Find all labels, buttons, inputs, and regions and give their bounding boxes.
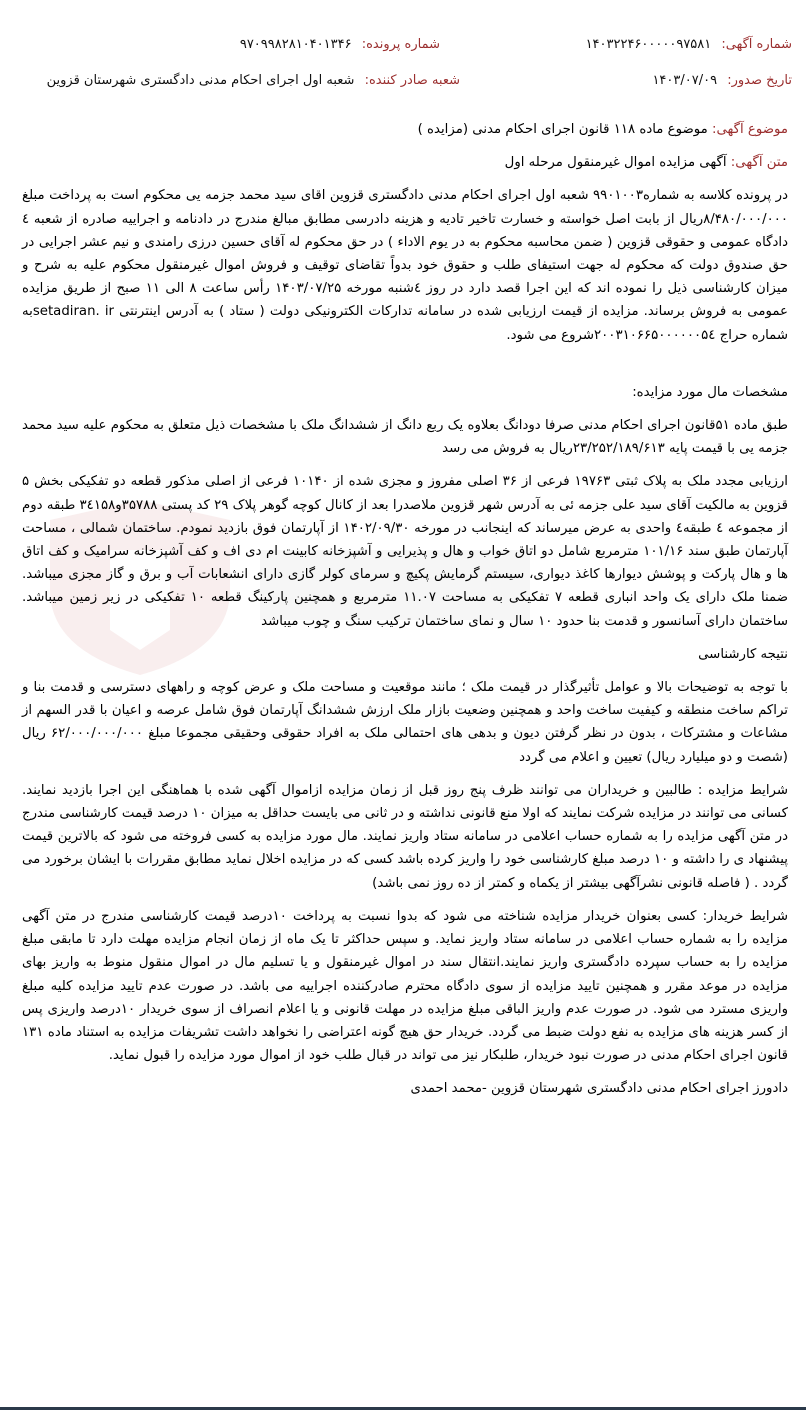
notice-text-value: آگهی مزایده اموال غیرمنقول مرحله اول xyxy=(504,155,727,171)
issuing-branch-label: شعبه صادر کننده: xyxy=(364,73,460,88)
buyer-terms-paragraph: شرایط خریدار: کسی بعنوان خریدار مزایده شناخته می شود که بدوا نسبت به پرداخت ۱۰درصد قیمت کارشناسی مندرج در متن آگهی مزایده را به شماره حساب اعلامی در سامانه ستاد واریز نماید. و سپس حداکثر تا یک ماه از زمان انجام مزایده مهلت دارد تا مابقی مبلغ مزایده را به حساب سپرده دادگستری واریز نمایند.انتقال سند در اموال غیرمنقول و یا تسلیم مال در اموال منقول منوط به واریز بهای مزایده در موعد مقرر و همچنین تایید مزایده از سوی دادگاه محترم صادرکننده اجراییه می باشد. در صورت عدم تایید مزایده کلیه مبلغ واریزی مسترد می شود. در صورت عدم واریز الباقی مبلغ مزایده در مهلت قانونی و یا اعلام انصراف از سوی خریدار ۱۰درصد واریزی پس از کسر هزینه های مزایده به نفع دولت ضبط می گردد. خریدار حق هیچ گونه اعتراضی را نخواهد داشت تشریفات مزایده به استناد ماده ۱۳۱ قانون اجرای احکام مدنی در صورت نبود خریدار، طلبکار نیز می تواند در قبال طلب خود از اموال مورد مزایده را قبول نماید. xyxy=(22,908,789,1064)
specs-title: مشخصات مال مورد مزایده: xyxy=(632,384,788,400)
case-number-label: شماره پرونده: xyxy=(361,37,440,52)
auction-terms-paragraph: شرایط مزایده : طالبین و خریداران می توانند ظرف پنج روز قبل از زمان مزایده ازاموال آگهی شده با هماهنگی این اجرا بازدید نمایند. کسانی می توانند در مزایده شرکت نمایند که اولا منع قانونی نداشته و در ثانی می بایست حداقل به میزان ۱۰ درصد قیمت کارشناسی مندرج در متن آگهی مزایده را به شماره حساب اعلامی در سامانه ستاد واریز نمایند. مال مورد مزایده به کسی فروخته می شود که بالاترین قیمت پیشنهاد ی را داشته و ۱۰ درصد مبلغ کارشناسی خود را واریز کرده باشد کسی که در مزایده اخلال نماید مطابق مقررات با ایشان برخورد می گردد . ( فاصله قانونی نشرآگهی بیشتر از یکماه و کمتر از ده روز نمی باشد) xyxy=(22,782,789,891)
notice-number-label: شماره آگهی: xyxy=(721,37,792,52)
article51-paragraph: طبق ماده ۵۱قانون اجرای احکام مدنی صرفا دودانگ بعلاوه یک ربع دانگ از ششدانگ ملک با مشخصات ذیل متعلق به محکوم علیه سید محمد جزمه یی با قیمت پایه ۲۳/۲۵۲/۱۸۹/۶۱۳ریال به فروش می رسد xyxy=(22,418,788,457)
signature: دادورز اجرای احکام مدنی دادگستری شهرستان قزوین -محمد احمدی xyxy=(410,1081,788,1097)
issuing-branch: شعبه اول اجرای احکام مدنی دادگستری شهرستان قزوین xyxy=(46,73,355,88)
case-number-row xyxy=(240,37,440,52)
notice-content xyxy=(22,118,788,1101)
subject-label: موضوع آگهی: xyxy=(711,122,788,137)
notice-number-row xyxy=(586,37,792,52)
expert-title: نتیجه کارشناسی xyxy=(698,646,788,662)
expert-result-paragraph: با توجه به توضیحات بالا و عوامل تأثیرگذار در قیمت ملک ؛ مانند موقعیت و مساحت ملک و عرض کوچه و راههای دسترسی و قدمت بنا و تراکم ساخت منطقه و کیفیت ساخت واحد و همچنین وضعیت بازار ملک ارزش ششدانگ آپارتمان فوق شامل عرصه و اعیان با قدر السهم از مشاعات و مشترکات ، بدون در نظر گرفتن دیون و بدهی های احتمالی ملک به افراد حقوقی وحقیقی مجموعا مبلغ ۶۲/۰۰۰/۰۰۰/۰۰۰ ریال (شصت و دو میلیارد ریال) تعیین و اعلام می گردد xyxy=(22,680,788,765)
bottom-divider xyxy=(0,1407,806,1410)
issue-date-label: تاریخ صدور: xyxy=(727,73,792,88)
subject-line xyxy=(22,118,788,141)
case-number: ۹۷۰۹۹۸۲۸۱۰۴۰۱۳۴۶ xyxy=(239,37,352,52)
subject-value: موضوع ماده ۱۱۸ قانون اجرای احکام مدنی (مزایده ) xyxy=(417,122,708,137)
issuing-branch-row xyxy=(47,73,460,88)
appraisal-paragraph: ارزیابی مجدد ملک به پلاک ثبتی ۱۹۷۶۳ فرعی از ۳۶ اصلی مفروز و مجزی شده از ۱۰۱۴۰ فرعی از اصلی مذکور قطعه دو تفکیکی بخش ۵ قزوین به مالکیت آقای سید علی جزمه ئی به آدرس شهر قزوین ملاصدرا بعد از کانال کوچه گوهر پلاک ۲۹ کد پستی ۳۵۷۸۸و۳٤۱۵۸ طبقه دوم از مجموعه ٤ طبقه٤ واحدی به عرض میرساند که اینجانب در مورخه ۱۴۰۲/۰۹/۳۰ از آپارتمان فوق بازدید نمودم. ساختمان شمالی ، مساحت آپارتمان طبق سند ۱۰۱/۱۶ مترمربع شامل دو اتاق خواب و هال و پذیرایی و آشپزخانه کابینت ام دی اف و کف آشپزخانه سرامیک و کف اتاق ها و هال پارکت و پوشش دیوارها کاغذ دیواری، سیستم گرمایش پکیچ و سرمای کولر گازی دارای انشعابات آب و برق و گاز مجزی میباشد. ضمنا ملک دارای یک واحد انباری قطعه ۷ تفکیکی به مساحت ۱۱.۰۷ مترمربع و همچنین پارکینگ قطعه ۱۰ تفکیکی در زیر زمین میباشد. ساختمان دارای آسانسور و قدمت بنا حدود ۱۰ سال و نمای ساختمان ترکیب سنگ و چوب میباشد xyxy=(22,474,788,629)
issue-date: ۱۴۰۳/۰۷/۰۹ xyxy=(652,73,718,88)
issue-date-row xyxy=(652,73,792,88)
notice-text-label: متن آگهی: xyxy=(730,155,788,171)
intro-paragraph: در پرونده کلاسه به شماره۹۹۰۱۰۰۳ شعبه اول اجرای احکام مدنی دادگستری قزوین اقای سید محمد جزمه یی محکوم است به پرداخت مبلغ ۸/۴۸۰/۰۰۰/۰۰۰ریال از بابت اصل خواسته و خسارت تاخیر تادیه و هزینه دادرسی مطابق مبالغ مندرج در دادنامه و اجراییه صادره از شعبه ٤ دادگاه عمومی و حقوقی قزوین ( ضمن محاسبه محکوم به در یوم الاداء ) در حق محکوم له آقای حسین درزی رامندی و نیم عشر اجرایی در حق صندوق دولت که محکوم له جهت استیفای طلب و حقوق خود بدواً تقاضای توقیف و فروش اموال غیرمنقول محکوم علیه به شرح و میزان کارشناسی ذیل را نموده اند که این اجرا قصد دارد در روز ٤شنبه مورخه ۱۴۰۳/۰۷/۲۵ رأس ساعت ۸ الی ۱۱ صبح از طریق مزایده عمومی به فروش برساند. مزایده از قیمت ارزیابی شده در سامانه تدارکات الکترونیکی دولت ( ستاد ) به آدرس اینترنتی setadiran. irبه شماره حراج ۲۰۰۳۱۰۶۶۵۰۰۰۰۰۰۵٤شروع می شود. xyxy=(22,188,788,343)
notice-number: ۱۴۰۳۲۲۴۶۰۰۰۰۰۹۷۵۸۱ xyxy=(585,37,712,52)
notice-text-line xyxy=(22,151,788,174)
